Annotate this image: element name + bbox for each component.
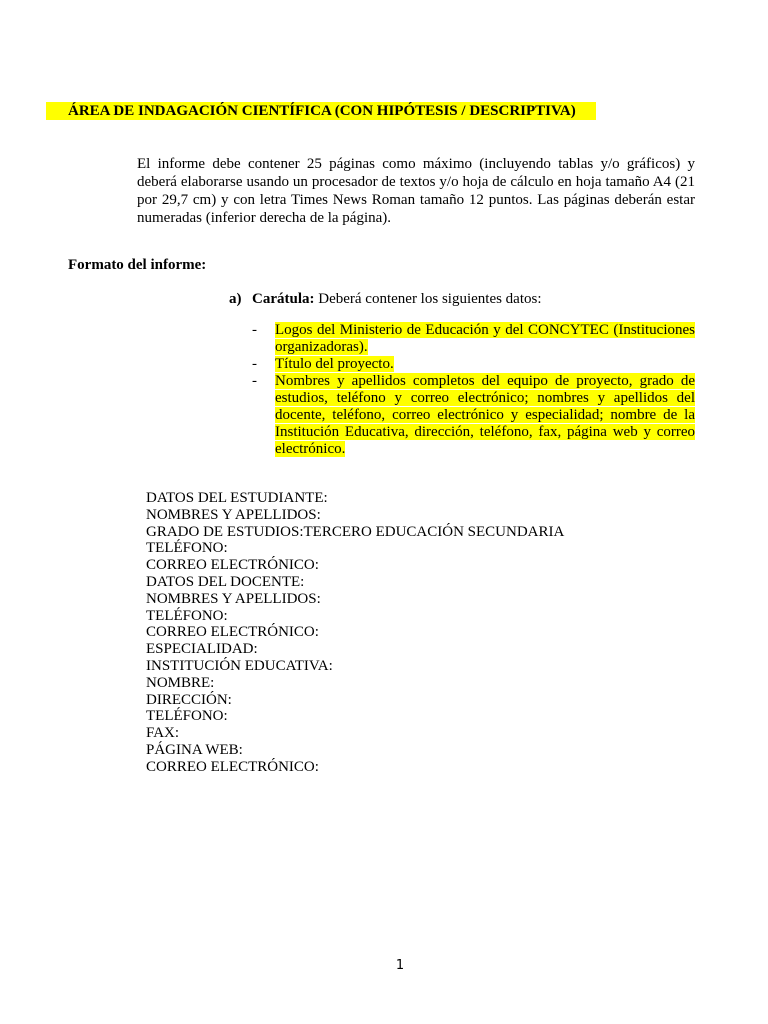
caratula-bullet-list [252, 322, 695, 458]
bullet-dash: - [252, 373, 257, 389]
list-item [252, 356, 695, 373]
bullet-text: Título del proyecto. [275, 356, 394, 372]
field-line: DATOS DEL ESTUDIANTE: [146, 490, 328, 506]
caratula-text: Deberá contener los siguientes datos: [314, 291, 542, 307]
list-item [252, 322, 695, 356]
bullet-text: Nombres y apellidos completos del equipo de proyecto, grado de estudios, teléfono y correo electrónico; nombres y apellidos del docente, teléfono, correo electrónico y especialidad; nombre de la Institución Educativa, dirección, teléfono, fax, página web y correo electrónico. [275, 373, 695, 457]
field-line: PÁGINA WEB: [146, 741, 243, 758]
page-heading: ÁREA DE INDAGACIÓN CIENTÍFICA (CON HIPÓTESIS / DESCRIPTIVA) [46, 102, 596, 120]
caratula-item [229, 290, 699, 308]
field-line: FAX: [146, 725, 180, 742]
field-line: DATOS DEL DOCENTE: [146, 573, 305, 590]
field-line: TELÉFONO: [146, 708, 228, 725]
format-section-title: Formato del informe: [68, 257, 207, 273]
field-line: NOMBRES Y APELLIDOS: [146, 506, 321, 523]
field-line: GRADO DE ESTUDIOS:TERCERO EDUCACIÓN SECUNDARIA [146, 523, 565, 540]
field-line: CORREO ELECTRÓNICO: [146, 624, 319, 641]
caratula-label: Carátula: [252, 291, 315, 307]
bullet-text: Logos del Ministerio de Educación y del CONCYTEC (Instituciones organizadoras). [275, 322, 695, 355]
page-number: 1 [395, 958, 405, 973]
field-line: TELÉFONO: [146, 607, 228, 624]
form-fields-block [146, 490, 706, 776]
field-line: CORREO ELECTRÓNICO: [146, 758, 319, 775]
bullet-dash: - [252, 356, 257, 372]
field-line: DIRECCIÓN: [146, 691, 232, 708]
field-line: NOMBRES Y APELLIDOS: [146, 590, 321, 607]
field-line: ESPECIALIDAD: [146, 641, 258, 658]
list-item [252, 373, 695, 458]
field-line: TELÉFONO: [146, 540, 228, 557]
field-line: NOMBRE: [146, 674, 215, 691]
field-line: CORREO ELECTRÓNICO: [146, 557, 319, 574]
list-marker: a) [229, 291, 242, 307]
field-line: INSTITUCIÓN EDUCATIVA: [146, 657, 333, 674]
intro-paragraph: El informe debe contener 25 páginas como máximo (incluyendo tablas y/o gráficos) y deberá elaborarse usando un procesador de textos y/o hoja de cálculo en hoja tamaño A4 (21 por 29,7 cm) y con letra Times News Roman tamaño 12 puntos. Las páginas deberán estar numeradas (inferior derecha de la página). [137, 156, 695, 226]
bullet-dash: - [252, 322, 257, 338]
